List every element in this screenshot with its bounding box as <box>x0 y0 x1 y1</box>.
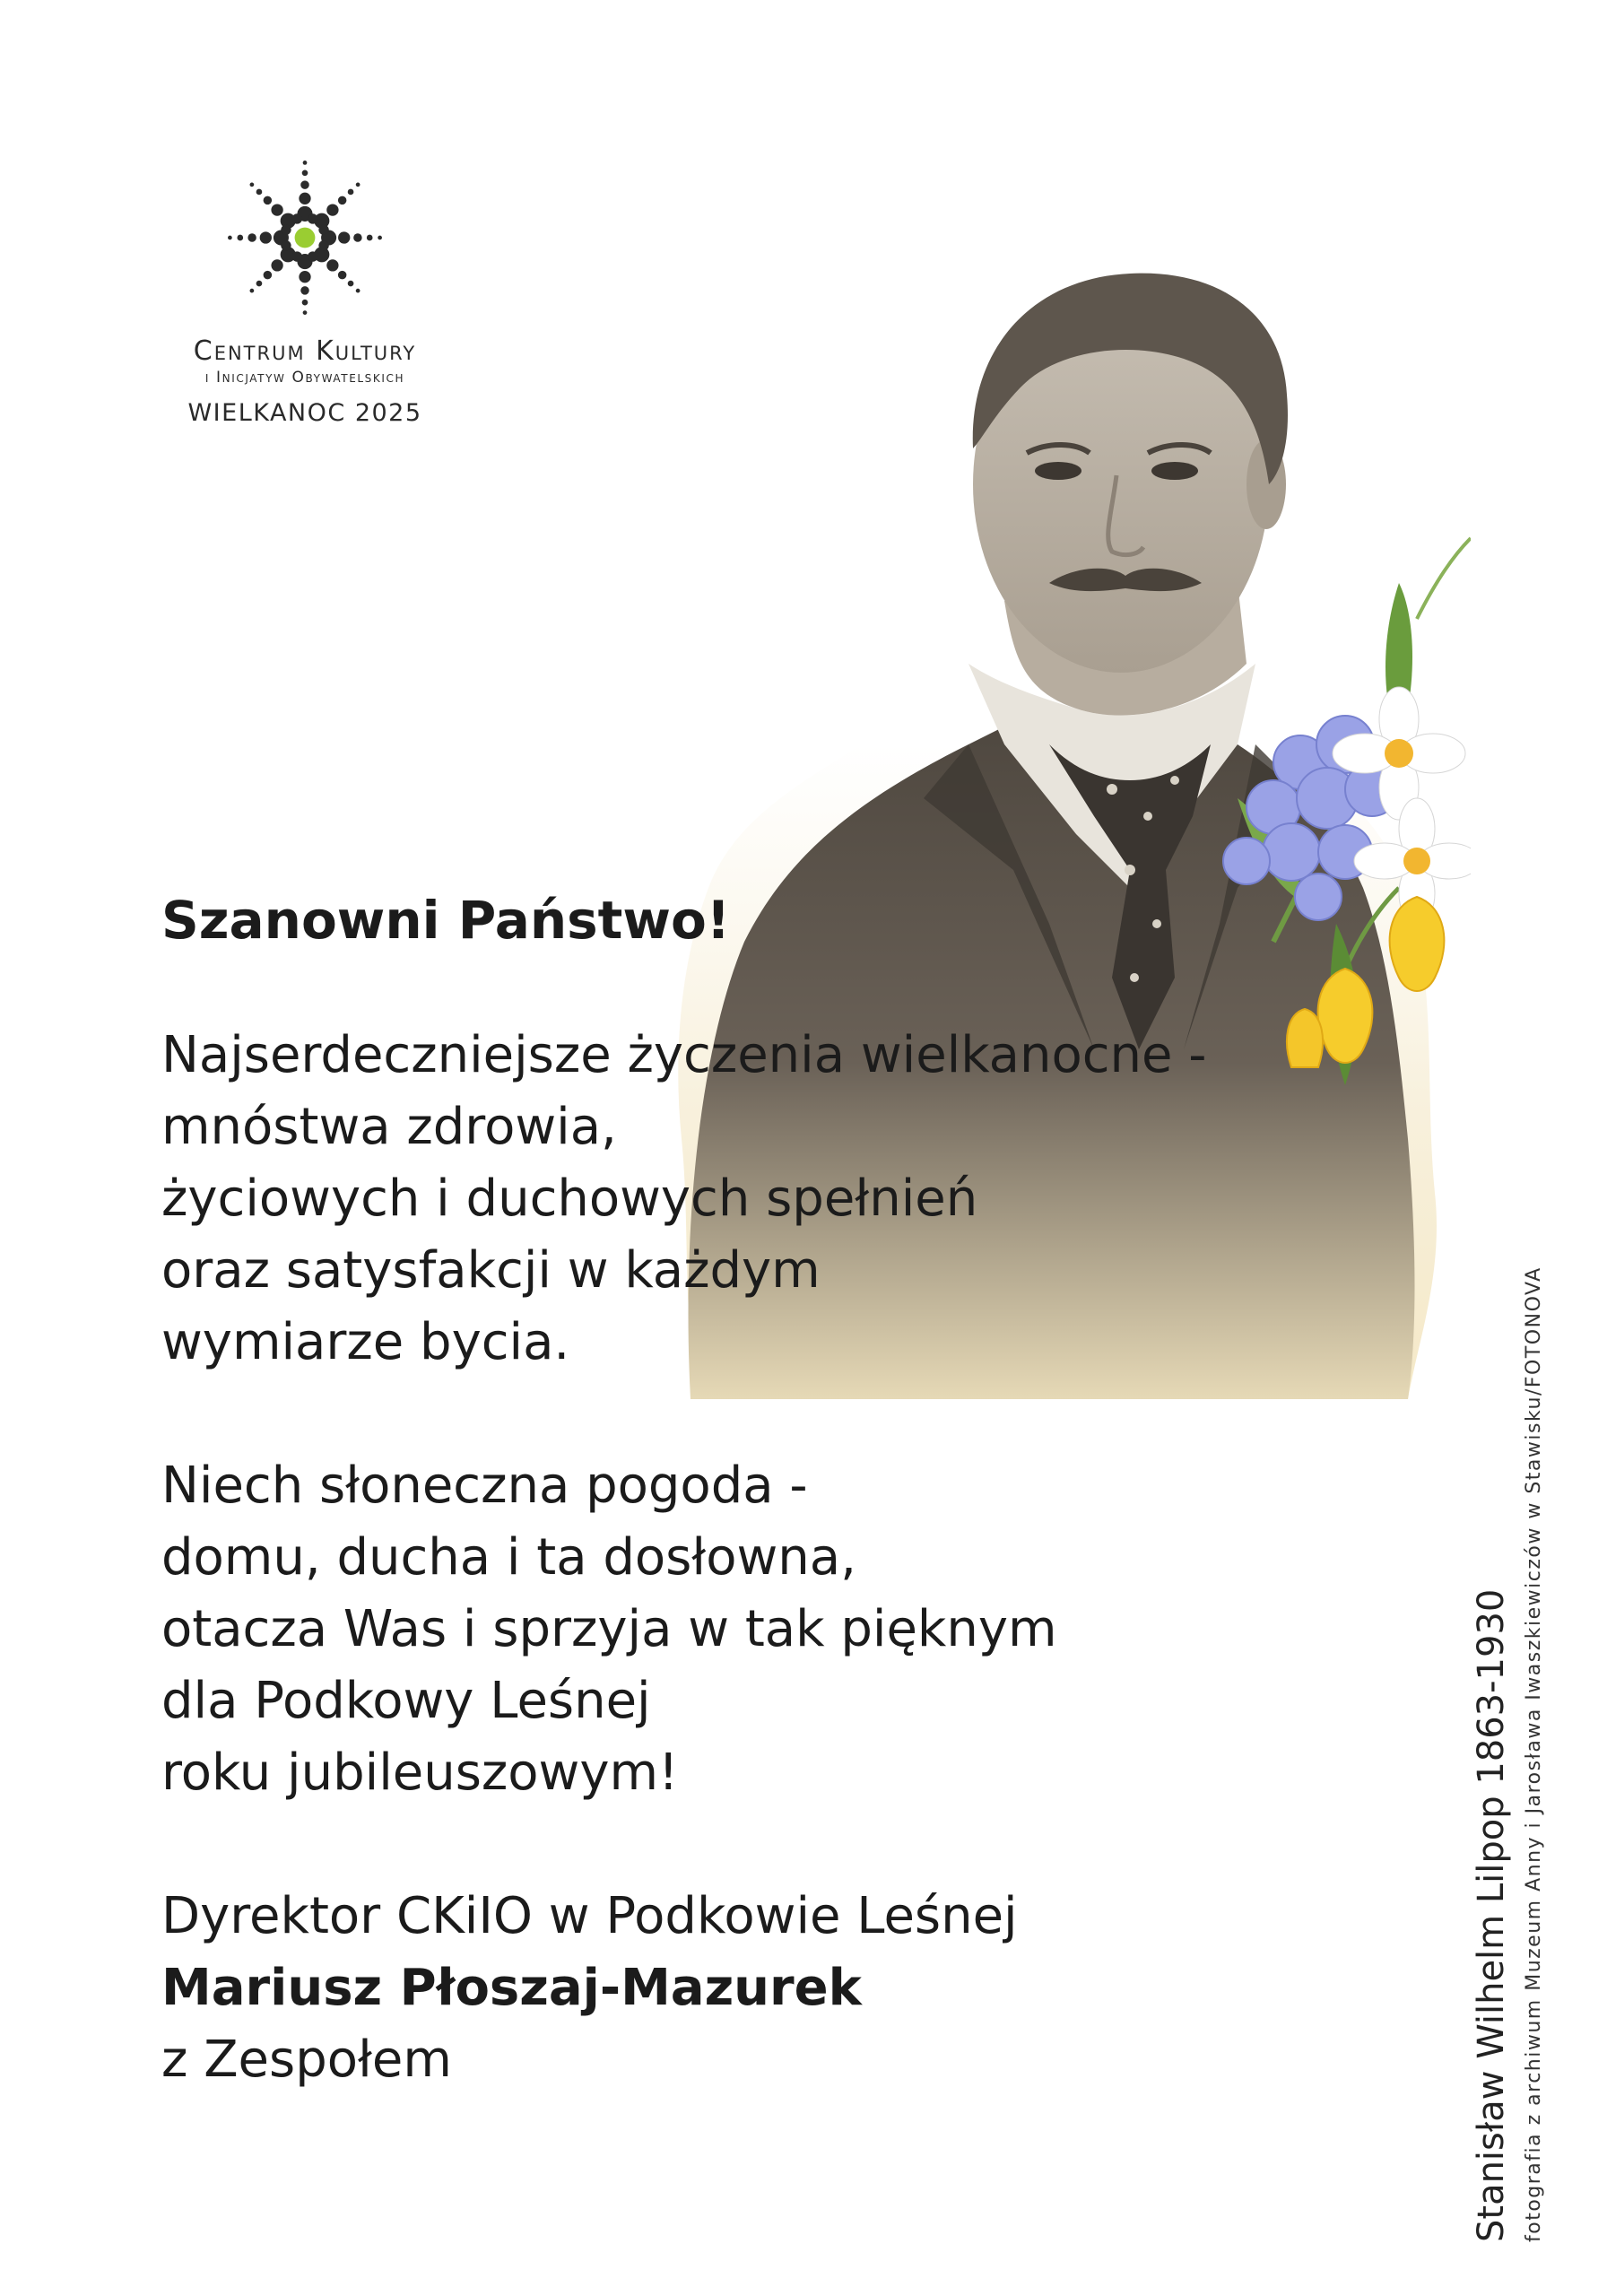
logo-ring-dot <box>292 213 302 223</box>
logo-ring-dot <box>281 225 291 235</box>
logo-ray-dot <box>338 196 347 205</box>
logo-ray-dot <box>300 180 309 189</box>
signature-role: Dyrektor CKiIO w Podkowie Leśnej <box>161 1886 1018 1945</box>
logo-ray-dot <box>248 233 256 242</box>
logo-ray-dot <box>326 204 338 215</box>
signature-team: z Zespołem <box>161 2030 452 2089</box>
logo-ray-dot <box>356 183 360 187</box>
logo-ray-dot <box>302 170 308 176</box>
logo-ray-dot <box>302 300 308 306</box>
logo-ring-dot <box>308 213 317 223</box>
paragraph-line: Najserdeczniejsze życzenia wielkanocne - <box>161 1025 1207 1084</box>
logo-ray-dot <box>264 196 273 205</box>
greeting-heading: Szanowni Państwo! <box>161 890 731 951</box>
caption-credit: fotografia z archiwum Muzeum Anny i Jarosława Iwaszkiewiczów w Stawisku/FOTONOVA <box>1523 1266 1545 2242</box>
logo-ray-dot <box>237 235 243 241</box>
sunburst-dots-icon <box>220 152 390 323</box>
signature-name: Mariusz Płoszaj-Mazurek <box>161 1958 862 2017</box>
paragraph-line: mnóstwa zdrowia, <box>161 1097 617 1156</box>
logo-ray-dot <box>348 281 354 287</box>
logo-center-dot <box>295 228 316 248</box>
logo-ring-dot <box>318 240 328 250</box>
logo-ray-dot <box>303 161 308 165</box>
logo-subtitle: i Inicjatyw Obywatelskich <box>204 369 405 387</box>
logo-ray-dot <box>299 271 310 283</box>
logo-ray-dot <box>300 286 309 295</box>
logo-ray-dot <box>338 271 347 280</box>
organization-logo <box>143 152 466 427</box>
paragraph-line: domu, ducha i ta dosłowna, <box>161 1527 856 1587</box>
paragraph-line: wymiarze bycia. <box>161 1312 570 1371</box>
logo-ray-dot <box>256 281 263 287</box>
logo-ray-dot <box>271 204 282 215</box>
logo-ray-dot <box>256 189 263 196</box>
paragraph-line: dla Podkowy Leśnej <box>161 1671 651 1730</box>
logo-ray-dot <box>250 289 255 293</box>
paragraph-line: życiowych i duchowych spełnień <box>161 1169 978 1228</box>
logo-ray-dot <box>378 236 382 240</box>
logo-ray-dot <box>250 183 255 187</box>
logo-ring-dot <box>281 240 291 250</box>
logo-ring-dot <box>308 251 317 261</box>
paragraph-line: oraz satysfakcji w każdym <box>161 1240 821 1300</box>
logo-ray-dot <box>271 259 282 271</box>
logo-ray-dot <box>353 233 362 242</box>
greeting-text-block <box>161 892 1435 2096</box>
wishes-paragraph-1 <box>161 1020 1435 1378</box>
logo-ring-dot <box>318 225 328 235</box>
photo-caption <box>1471 1058 1578 2242</box>
paragraph-line: roku jubileuszowym! <box>161 1743 679 1802</box>
logo-title: Centrum Kultury <box>193 335 417 367</box>
logo-ray-dot <box>367 235 373 241</box>
logo-ray-dot <box>338 231 350 243</box>
paragraph-line: otacza Was i sprzyja w tak pięknym <box>161 1599 1057 1658</box>
caption-subject: Stanisław Wilhelm Lilpop 1863-1930 <box>1471 1588 1512 2242</box>
logo-ray-dot <box>299 193 310 204</box>
logo-ray-dot <box>264 271 273 280</box>
signature-block <box>161 1881 1435 2096</box>
logo-ray-dot <box>326 259 338 271</box>
wishes-paragraph-2 <box>161 1450 1435 1809</box>
logo-ray-dot <box>260 231 272 243</box>
logo-event-label: WIELKANOC 2025 <box>187 399 422 427</box>
paragraph-line: Niech słoneczna pogoda - <box>161 1456 808 1515</box>
logo-ray-dot <box>356 289 360 293</box>
logo-ray-dot <box>303 310 308 315</box>
logo-ray-dot <box>348 189 354 196</box>
logo-ring-dot <box>292 251 302 261</box>
logo-ray-dot <box>228 236 232 240</box>
